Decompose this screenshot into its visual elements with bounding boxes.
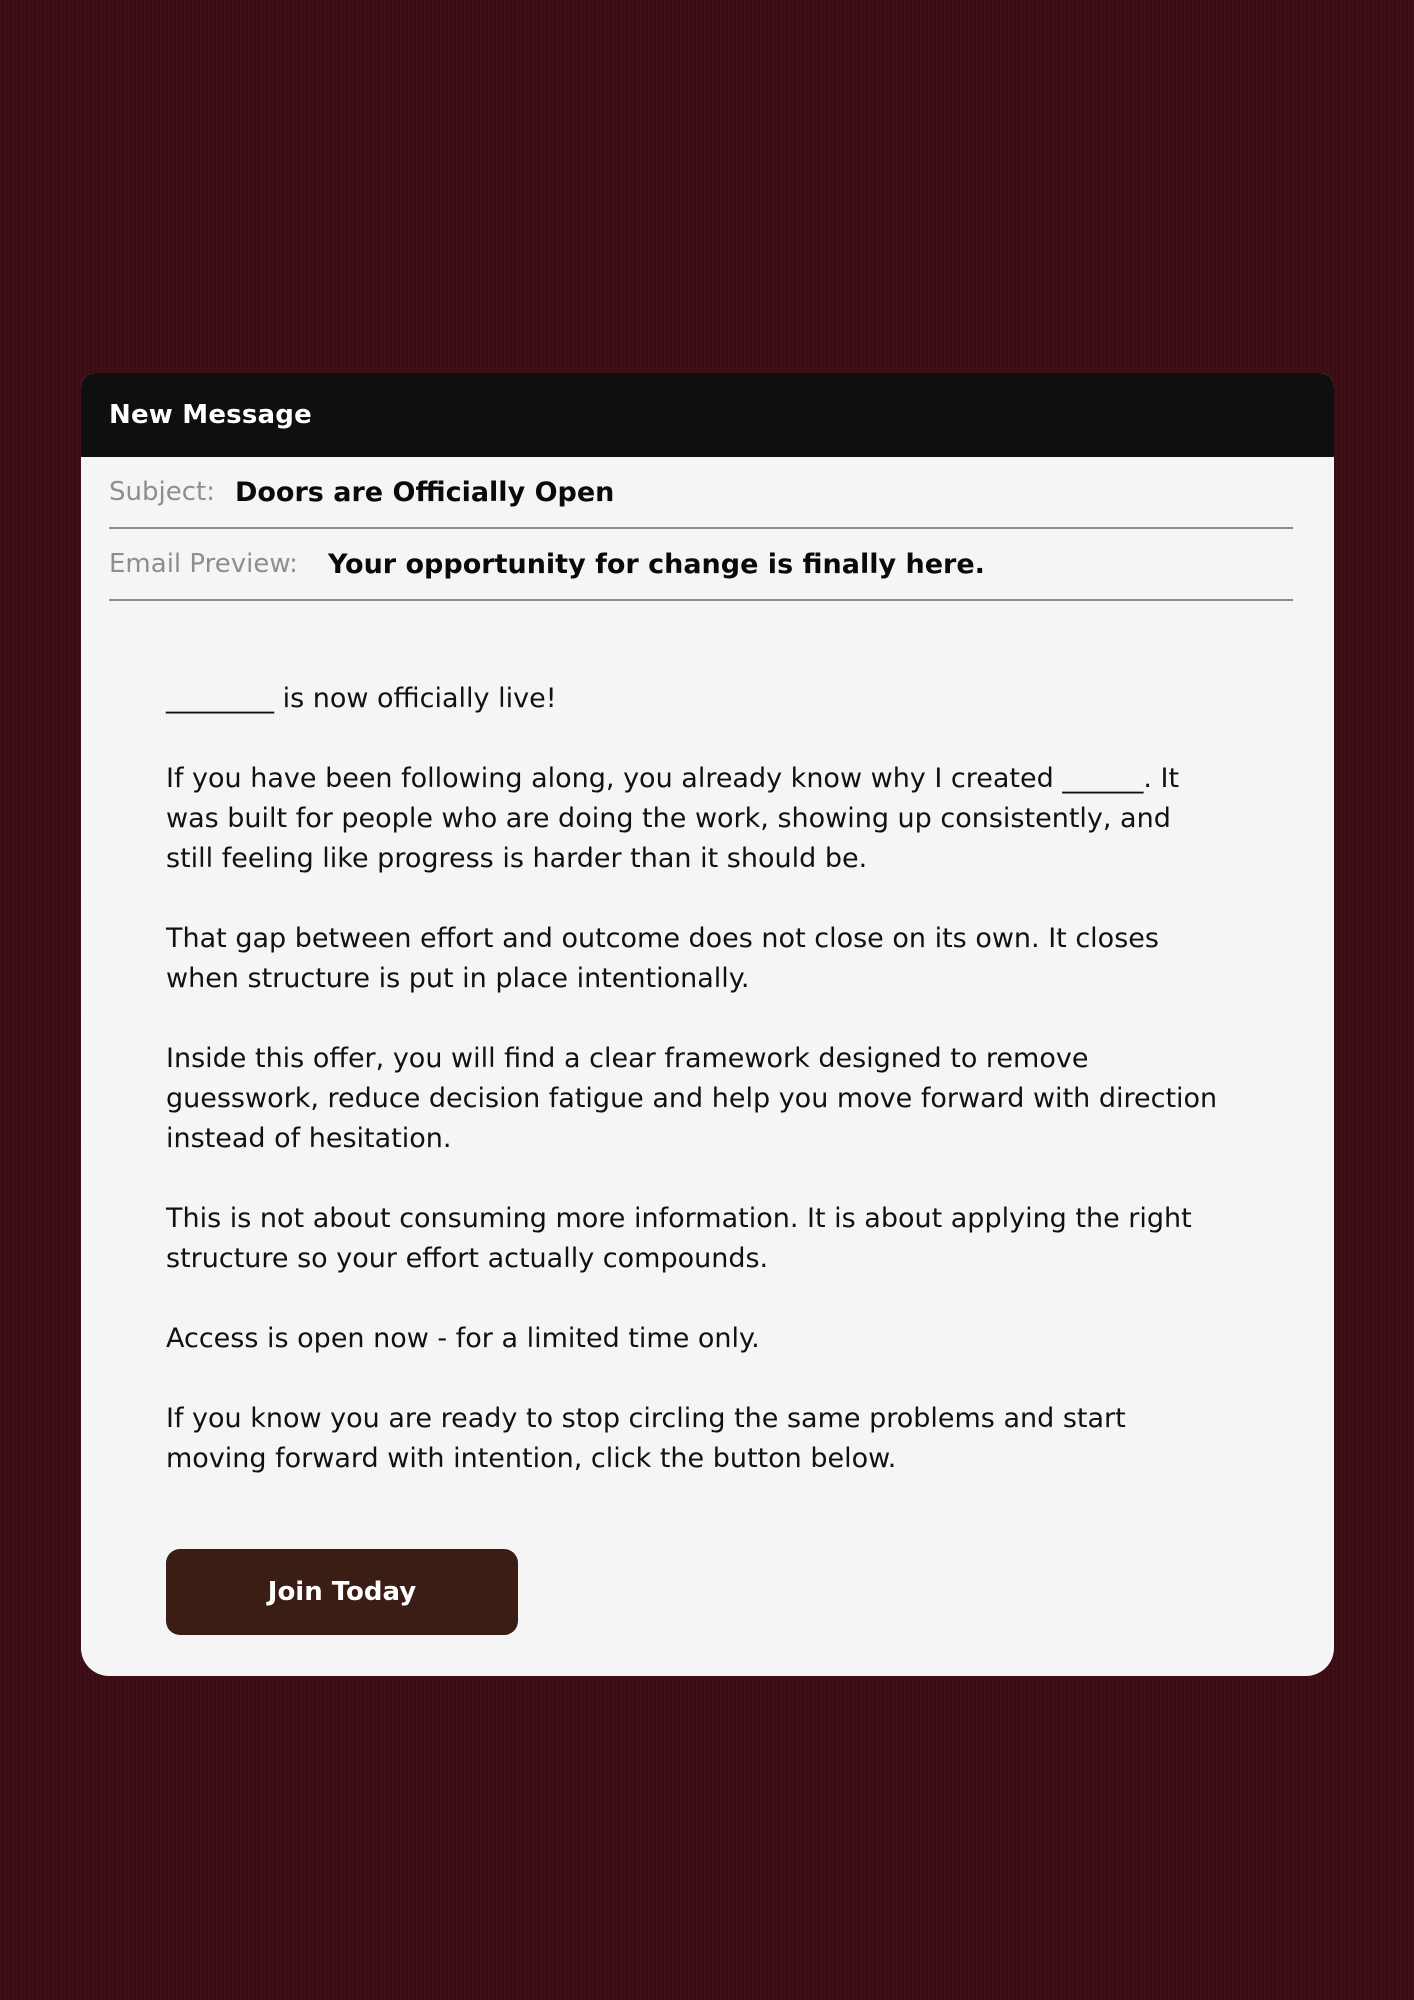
subject-field[interactable]: Doors are Officially Open (234, 476, 615, 508)
preview-field[interactable]: Your opportunity for change is finally here. (327, 548, 985, 580)
email-body[interactable] (81, 601, 1226, 1635)
body-paragraph: That gap between effort and outcome does not close on its own. It closes when structure is put in place intentionally. (166, 923, 1159, 994)
body-paragraph: If you have been following along, you already know why I created ______. It was built for people who are doing the work, showing up consistently, and still feeling like progress is harder than it should be. (166, 763, 1180, 874)
body-paragraph: If you know you are ready to stop circling the same problems and start moving forward with intention, click the button below. (166, 1403, 1126, 1474)
body-paragraph: Access is open now - for a limited time only. (166, 1323, 760, 1354)
body-paragraph: ________ is now officially live! (166, 683, 557, 714)
body-paragraph: This is not about consuming more information. It is about applying the right structure so your effort actually compounds. (166, 1203, 1192, 1274)
preview-label: Email Preview: (109, 549, 298, 579)
window-titlebar (81, 373, 1334, 457)
subject-row[interactable] (109, 457, 1293, 529)
join-today-button[interactable]: Join Today (166, 1549, 518, 1635)
preview-row[interactable] (109, 529, 1293, 601)
subject-label: Subject: (109, 477, 215, 507)
email-compose-window (81, 373, 1334, 1676)
body-paragraph: Inside this offer, you will find a clear framework designed to remove guesswork, reduce decision fatigue and help you move forward with direction instead of hesitation. (166, 1043, 1218, 1154)
window-title: New Message (109, 400, 312, 430)
